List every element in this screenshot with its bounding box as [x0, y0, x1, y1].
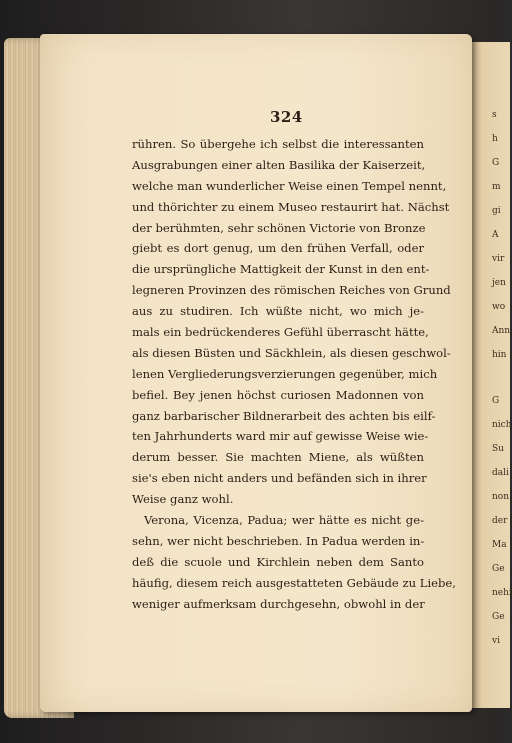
facing-page-fragment: vir	[492, 254, 505, 264]
text-line: sehn, wer nicht beschrieben. In Padua werden in-	[132, 533, 425, 548]
text-line: ganz barbarischer Bildnerarbeit des achten bis eilf-	[132, 408, 436, 423]
facing-page-fragment: s	[492, 110, 497, 120]
text-line: Ausgrabungen einer alten Basilika der Kaiserzeit,	[132, 157, 426, 172]
facing-page-fragment: m	[492, 182, 501, 192]
facing-page-fragment: Ge	[492, 612, 505, 622]
text-line: rühren. So übergehe ich selbst die interessanten	[132, 137, 424, 151]
facing-page-fragment: A	[492, 230, 499, 240]
text-line: Weise ganz wohl.	[132, 492, 234, 507]
text-line: giebt es dort genug, um den frühen Verfall, oder	[132, 241, 424, 256]
facing-page-fragment: nehi	[492, 588, 512, 598]
text-line: und thörichter zu einem Museo restaurirt hat. Nächst	[132, 199, 450, 214]
text-line: welche man wunderlicher Weise einen Tempel nennt,	[132, 178, 447, 193]
text-line: ten Jahrhunderts ward mir auf gewisse Weise wie-	[132, 429, 429, 444]
text-line: sie's eben nicht anders und befänden sich in ihrer	[132, 471, 427, 486]
text-line: als diesen Büsten und Säckhlein, als diesen geschwol-	[132, 345, 451, 360]
facing-page-fragment: gi	[492, 206, 501, 216]
text-line: deß die scuole und Kirchlein neben dem Santo	[132, 554, 424, 569]
facing-page-fragment: vi	[492, 636, 500, 646]
facing-page-fragment: G	[492, 158, 500, 168]
facing-page-fragment: non.	[492, 492, 512, 502]
text-line: legneren Provinzen des römischen Reiches von Grund	[132, 283, 451, 298]
facing-page-fragment: jen	[492, 278, 506, 288]
facing-page-fragment: Su	[492, 444, 504, 454]
text-line: Verona, Vicenza, Padua; wer hätte es nicht ge-	[144, 513, 424, 528]
facing-page-fragment: hin	[492, 350, 507, 360]
facing-page-fragment: der	[492, 516, 508, 526]
text-line: befiel. Bey jenen höchst curiosen Madonnen von	[132, 387, 424, 402]
text-line: aus zu studiren. Ich wüßte nicht, wo mich je-	[132, 304, 424, 319]
facing-page-fragment: Ann	[492, 326, 511, 336]
text-line: die ursprüngliche Mattigkeit der Kunst in den ent-	[132, 262, 430, 277]
text-line: weniger aufmerksam durchgesehn, obwohl in der	[132, 596, 425, 611]
text-line: mals ein bedrückenderes Gefühl überrascht hätte,	[132, 325, 429, 340]
page-text	[132, 134, 456, 614]
facing-page	[470, 42, 510, 708]
facing-page-fragment: Ma	[492, 540, 507, 550]
text-line: der berühmten, sehr schönen Victorie von Bronze	[132, 220, 426, 235]
text-line: häufig, diesem reich ausgestatteten Gebäude zu Liebe,	[132, 575, 456, 590]
facing-page-fragment: nich	[492, 420, 512, 430]
page-number: 324	[270, 108, 303, 126]
text-line: lenen Vergliederungsverzierungen gegenüber, mich	[132, 366, 438, 381]
facing-page-fragment: dali	[492, 468, 509, 478]
facing-page-fragment: wo	[492, 302, 506, 312]
text-line: derum besser. Sie machten Miene, als wüßten	[132, 450, 424, 465]
facing-page-fragment: Ge	[492, 564, 505, 574]
facing-page-fragment: G	[492, 396, 500, 406]
facing-page-fragment: h	[492, 134, 498, 144]
